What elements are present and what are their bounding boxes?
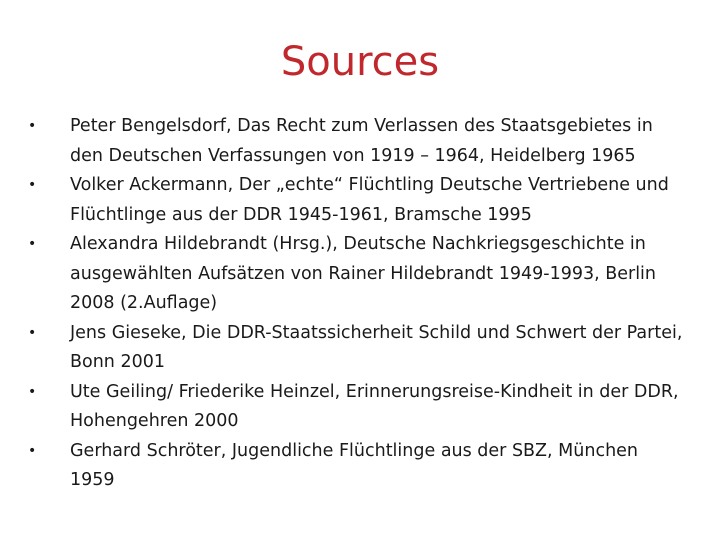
source-text: Alexandra Hildebrandt (Hrsg.), Deutsche Nachkriegsgeschichte in ausgewählten Aufsätzen von Rainer Hildebrandt 1949-1993, Berlin 2008 (2.Auflage): [70, 234, 657, 313]
sources-list: [28, 112, 688, 496]
bullet-icon: •: [28, 118, 37, 134]
bullet-icon: •: [28, 383, 37, 400]
bullet-icon: •: [28, 442, 37, 459]
source-item: [28, 378, 688, 437]
slide-title: Sources: [280, 39, 440, 85]
source-text: Volker Ackermann, Der „echte“ Flüchtling Deutsche Vertriebene und Flüchtlinge aus der DDR 1945-1961, Bramsche 1995: [70, 175, 669, 225]
source-text: Ute Geiling/ Friederike Heinzel, Erinnerungsreise-Kindheit in der DDR, Hohengehren 2000: [70, 381, 679, 431]
slide-body: [28, 112, 688, 496]
bullet-icon: •: [28, 324, 37, 341]
source-item: [28, 319, 688, 378]
source-text: Peter Bengelsdorf, Das Recht zum Verlassen des Staatsgebietes in den Deutschen Verfassungen von 1919 – 1964, Heidelberg 1965: [70, 116, 653, 166]
source-item: [28, 437, 688, 496]
source-text: Jens Gieseke, Die DDR-Staatssicherheit Schild und Schwert der Partei, Bonn 2001: [70, 322, 683, 372]
bullet-icon: •: [28, 236, 37, 252]
source-item: [28, 171, 688, 230]
source-item: [28, 230, 688, 319]
bullet-icon: •: [28, 177, 37, 193]
source-item: [28, 112, 688, 171]
source-text: Gerhard Schröter, Jugendliche Flüchtlinge aus der SBZ, München 1959: [70, 440, 639, 490]
